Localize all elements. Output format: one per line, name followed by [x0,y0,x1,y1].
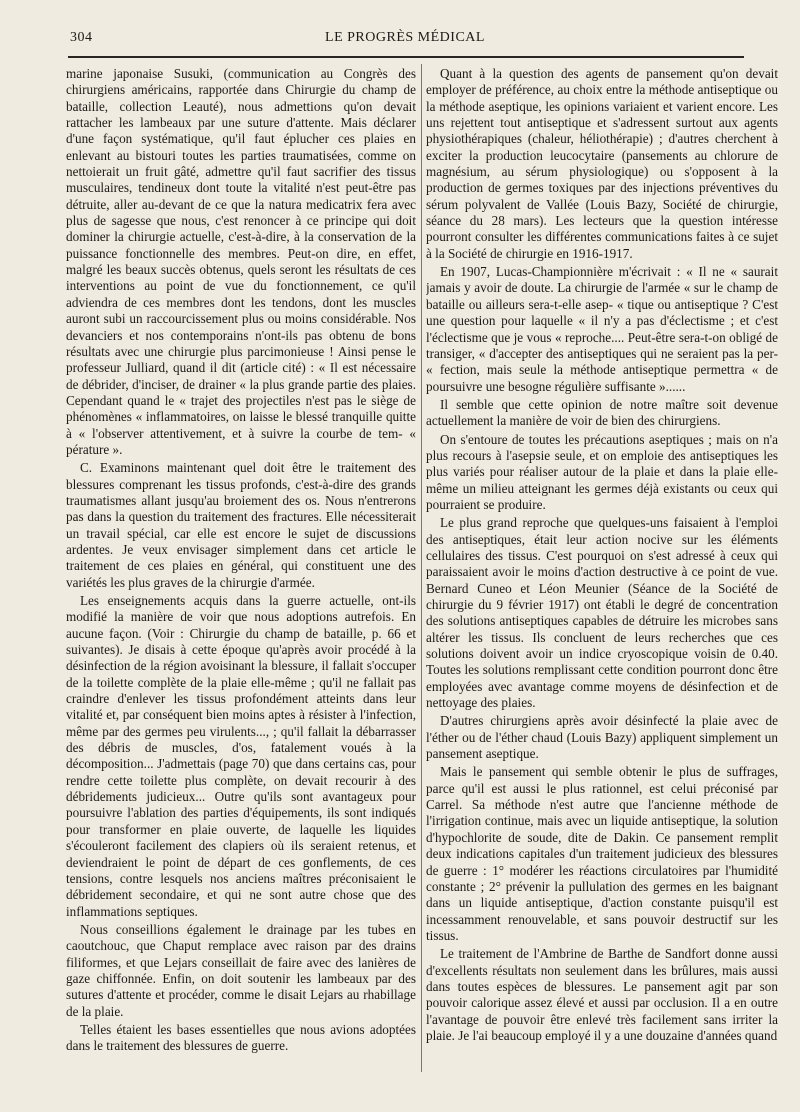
left-column [66,66,416,1092]
journal-title: LE PROGRÈS MÉDICAL [325,30,485,45]
paragraph: Telles étaient les bases essentielles que nous avions adoptées dans le traitement des blessures de guerre. [66,1021,416,1054]
right-column [426,66,778,1092]
running-header [70,30,740,54]
paragraph: Les enseignements acquis dans la guerre actuelle, ont-ils modifié la manière de voir que nous adoptions autrefois. En aucune façon. (Voir : Chirurgie du champ de bataille, p. 66 et suivantes). Je disais à cette époque qu'après avoir procédé à la désinfection de la région avoisinant la blessure, il fallait s'occuper de la toilette complète de la plaie elle-même ; qu'il ne fallait pas craindre d'enlever les tissus profondément atteints dans leur vitalité et, par conséquent bien moins aptes à résister à l'infection, même par des germes peu virulents..., ; qu'il fallait la débarrasser des débris de muscles, d'os, fatalement voués à la décomposition... J'admettais (page 70) que dans certains cas, pour rendre cette toilette plus complète, on devait recourir à des débridements judicieux... Outre qu'ils sont avantageux pour poursuivre l'ablation des parties d'équipements, ils sont indiqués pour transformer en plaie ouverte, de laquelle les liquides s'écouleront facilement des clapiers où ils seraient retenus, et deviendraient le point de départ de ces gonflements, de ces tensions, contre lesquels nos anciens maîtres préconisaient le débridement secondaire, et qui ne sont autre chose que des inflammations septiques. [66,593,416,919]
header-rule [68,56,744,58]
paragraph: On s'entoure de toutes les précautions aseptiques ; mais on n'a plus recours à l'asepsie seule, et on emploie des antiseptiques les plus variés pour réaliser autour de la plaie et dans la plaie elle-même un milieu atteignant les germes déjà existants ou ceux qui pourraient se produire. [426,431,778,512]
paragraph: C. Examinons maintenant quel doit être le traitement des blessures comprenant les tissus profonds, c'est-à-dire des grands traumatismes allant jusqu'au broiement des os. Nous n'entrerons pas dans la question du traitement des fractures. Elle nécessiterait un travail spécial, car elle est encore le sujet de discussions ardentes. Je veux envisager simplement dans cet article le traitement de ces plaies en général, qui constituent une des variétés les plus graves de la chirurgie d'armée. [66,460,416,590]
column-divider [421,64,422,1072]
paragraph: Quant à la question des agents de pansement qu'on devait employer de préférence, au choix entre la méthode antiseptique ou la méthode aseptique, les opinions variaient et varient encore. Les uns rejettent tout antiseptique et s'adressent surtout aux agents physiothérapiques (chaleur, héliothérapie) ; d'autres cherchent à exciter la production leucocytaire (pansements au chlorure de magnésium, au sérum physiologique) ou s'opposent à la production de germes toxiques par des injections préventives du sérum polyvalent de Vallée (Louis Bazy, Société de chirurgie, séance du 28 mars). Les lecteurs que la question intéresse pourront consulter les différentes communications faites à ce sujet à la Société de chirurgie en 1916-1917. [426,66,778,261]
paragraph: Le plus grand reproche que quelques-uns faisaient à l'emploi des antiseptiques, était leur action nocive sur les éléments cellulaires des tissus. C'est pourquoi on s'est adressé à ceux qui paraissaient avoir le moins d'action destructive à ce point de vue. Bernard Cuneo et Léon Meunier (Séance de la Société de chirurgie du 9 février 1917) ont établi le degré de concentration des solutions antiseptiques capables de détruire les microbes sans altérer les tissus. Ils concluent de leurs recherches que ces solutions doivent avoir un indice cryoscopique voisin de 0.40. Toutes les solutions remplissant cette condition pourront donc être employées avec avantage comme moyens de désinfection et de nettoyage des plaies. [426,515,778,711]
paragraph: Il semble que cette opinion de notre maître soit devenue actuellement la manière de voir de bien des chirurgiens. [426,396,778,429]
paragraph: marine japonaise Susuki, (communication au Congrès des chirurgiens américains, rapportée dans Chirurgie du champ de bataille, collection Leauté), nous admettions qu'on devait rattacher les lambeaux par une suture d'attente. Mais déclarer d'une façon systématique, qu'il faut éplucher ces plaies en enlevant au bistouri toutes les parties traumatisées, comme on nettoierait un fruit gâté, admettre qu'il faut sacrifier des tissus musculaires, tendineux dont toute la vitalité n'est peut-être pas détruite, aller au-devant de ce que la natura medicatrix fera avec plus de sagesse que nous, c'est renoncer à ce principe qui doit dominer la chirurgie actuelle, c'est-à-dire, à la conservation de la puissance fonctionnelle des membres. Peut-on dire, en effet, malgré les beaux succès obtenus, quels seront les résultats de ces interventions au point de vue du fonctionnement, ce qu'il adviendra de ces membres dont les tendons, dont les muscles auront subi un raccourcissement plus ou moins considérable. Nos devanciers et nos contemporains n'ont-ils pas obtenu de bons résultats avec une chirurgie plus parcimonieuse ! Ainsi pense le professeur Julliard, quand il dit (article cité) : « Il est nécessaire de débrider, d'inciser, de drainer « la plus grande partie des plaies. Cependant quand le « trajet des projectiles n'est pas le siège de phénomènes « inflammatoires, on laisse le blessé tranquille quitte à « l'observer attentivement, et à suivre la courbe de tem- « pérature ». [66,66,416,457]
paragraph: Mais le pansement qui semble obtenir le plus de suffrages, parce qu'il est aussi le plus rationnel, est celui préconisé par Carrel. Sa méthode n'est autre que l'ancienne méthode de l'irrigation continue, mais avec un liquide antiseptique, la solution d'hypochlorite de soude, dite de Dakin. Ce pansement remplit deux indications capitales d'un traitement judicieux des blessures de guerre : 1° modérer les réactions circulatoires par l'humidité constante ; 2° prévenir la pullulation des germes en les baignant dans un liquide antiseptique, d'action constante puisqu'il est incessamment renouvelable, et sans pouvoir destructif sur les tissus. [426,764,778,943]
paragraph: Nous conseillions également le drainage par les tubes en caoutchouc, que Chaput remplace avec raison par des drains filiformes, et que Lejars conseillait de faire avec des lanières de gaze chiffonnée. Enfin, on doit soutenir les lambeaux par des sutures d'attente et procéder, comme le disait Lejars au rhabillage de la plaie. [66,921,416,1019]
paragraph: Le traitement de l'Ambrine de Barthe de Sandfort donne aussi d'excellents résultats non seulement dans les brûlures, mais aussi dans toutes espèces de blessures. Le pansement agit par son pouvoir calorique assez élevé et aussi par occlusion. Il a en outre l'avantage de pouvoir être enlevé très facilement sans irriter la plaie. Je l'ai beaucoup employé il y a une douzaine d'années quand [426,946,778,1043]
paragraph: En 1907, Lucas-Championnière m'écrivait : « Il ne « saurait jamais y avoir de doute. La chirurgie de l'armée « sur le champ de bataille ou ailleurs sera-t-elle asep- « tique ou antiseptique ? C'est une question pour laquelle « il n'y a pas d'éclectisme ; et c'est l'éclectisme que je vous « reproche.... Peut-être sera-t-on obligé de transiger, « d'accepter des antiseptiques qui ne seraient pas la per- « fection, mais seule la méthode antiseptique permettra « de poursuivre une besogne régulière suffisante »...... [426,264,778,394]
paragraph: D'autres chirurgiens après avoir désinfecté la plaie avec de l'éther ou de l'éther chaud (Louis Bazy) appliquent simplement un pansement aseptique. [426,713,778,762]
page-number: 304 [70,30,93,45]
